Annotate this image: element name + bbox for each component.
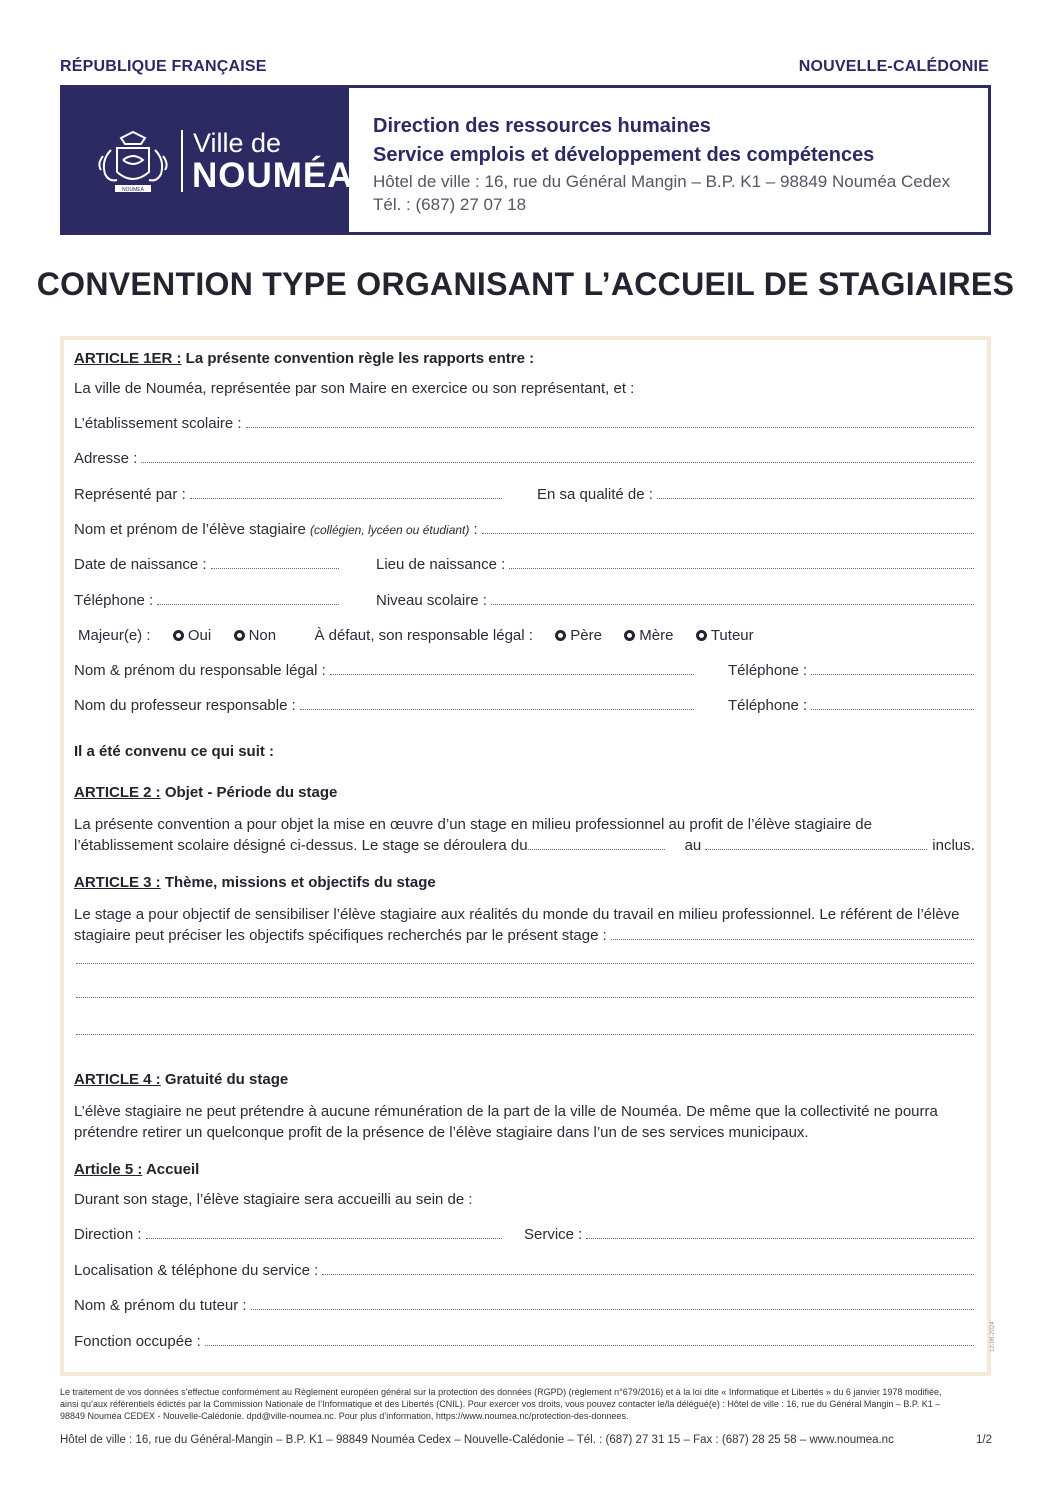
nom-eleve-note: (collégien, lycéen ou étudiant) [309,523,470,537]
oui-label: Oui [187,627,212,644]
article1-heading [74,350,977,367]
article2-text [74,814,979,856]
header-phone: Tél. : (687) 27 07 18 [373,195,527,214]
tuteur-name-label: Nom & prénom du tuteur : [74,1297,247,1314]
article3-text [74,904,979,925]
article3-title: Thème, missions et objectifs du stage [160,874,436,891]
convention-form [60,336,991,1376]
mere-radio[interactable] [624,630,635,641]
page-number: 1/2 [976,1434,992,1446]
ville-de-noumea-logo [63,88,354,232]
represente-label: Représenté par : [74,486,186,503]
article5-heading [74,1161,977,1178]
responsable-label: Nom & prénom du responsable légal : [74,662,326,679]
majeur-label: Majeur(e) : [78,627,151,644]
date-naissance-input[interactable] [211,557,339,569]
professeur-field[interactable] [74,697,694,714]
fonction-input[interactable] [205,1334,974,1346]
objectifs-field[interactable] [74,927,974,944]
article3-label: ARTICLE 3 : [74,874,161,891]
stage-start-input[interactable] [528,838,665,850]
lieu-naissance-field[interactable] [376,556,974,573]
date-naissance-field[interactable] [74,556,339,573]
article4-line1: L’élève stagiaire ne peut prétendre à aucune rémunération de la part de la ville de Nouméa. De même que la collectivité ne pourra [74,1103,938,1120]
article4-title: Gratuité du stage [160,1071,289,1088]
svg-text:NOUMEA: NOUMEA [122,187,144,193]
stage-end-input[interactable] [705,838,927,850]
article2-line2 [74,835,979,856]
localisation-label: Localisation & téléphone du service : [74,1262,319,1279]
tuteur-label: Tuteur [710,627,754,644]
defaut-label: À défaut, son responsable légal : [314,627,533,644]
telephone2-label: Téléphone : [728,662,808,679]
article2-line2-text: l’établissement scolaire désigné ci-dessus. Le stage se déroulera du [74,837,528,854]
qualite-label: En sa qualité de : [537,486,653,503]
article2-line1: La présente convention a pour objet la mise en œuvre d’un stage en milieu professionnel au profit de l’élève stagiaire de [74,816,872,833]
nom-eleve-field[interactable] [74,521,974,538]
article1-intro: La ville de Nouméa, représentée par son Maire en exercice ou son représentant, et : [74,380,635,397]
niveau-input[interactable] [491,593,974,605]
direction-field[interactable] [74,1226,502,1243]
article5-intro: Durant son stage, l’élève stagiaire sera accueilli au sein de : [74,1191,473,1208]
coat-of-arms-icon [93,130,173,200]
non-radio[interactable] [234,630,245,641]
responsable-field[interactable] [74,662,694,679]
nom-eleve-input[interactable] [482,522,974,534]
privacy-line2: ainsi qu’aux référentiels édictés par la Commission Nationale de l’Informatique et des Libertés (CNIL). Pour exercer vos droits, vous pouvez contacter le/la délégué(e) : Hôtel de ville : 16, rue du Général Mangin – B.P. K1 – [60,1399,941,1409]
side-code: 12-06-2024 [990,1321,996,1352]
document-title: CONVENTION TYPE ORGANISANT L’ACCUEIL DE STAGIAIRES [36,266,1015,302]
header-address: Hôtel de ville : 16, rue du Général Mangin – B.P. K1 – 98849 Nouméa Cedex [373,172,951,191]
service-label: Service : [524,1226,583,1243]
pere-label: Père [570,627,602,644]
adresse-input[interactable] [141,451,974,463]
service-input[interactable] [586,1227,974,1239]
lieu-naissance-input[interactable] [509,557,974,569]
article3-line1: Le stage a pour objectif de sensibiliser l’élève stagiaire aux réalités du monde du travail en milieu professionnel. Le référent de l’élève [74,906,960,923]
fonction-label: Fonction occupée : [74,1333,201,1350]
privacy-notice [60,1386,992,1422]
qualite-field[interactable] [537,486,974,503]
tuteur-field[interactable] [74,1297,974,1314]
objectifs-input[interactable] [611,928,974,940]
telephone2-input[interactable] [811,663,974,675]
convenu-heading: Il a été convenu ce qui suit : [74,743,275,760]
etablissement-input[interactable] [246,416,974,428]
header-service: Service emplois et développement des compétences [373,144,875,166]
article4-line2: prétendre retirer un quelconque profit de la présence de l’élève stagiaire dans l’un de ses services municipaux. [74,1124,809,1141]
adresse-field[interactable] [74,450,974,467]
etablissement-field[interactable] [74,415,974,432]
privacy-line1: Le traitement de vos données s’effectue conformément au Règlement européen général sur la protection des données (RGPD) (règlement n°679/2016) et à la loi dite « Informatique et Libertés » du 6 janvier 1978 modifiée, [60,1387,942,1397]
article3-line2: stagiaire peut préciser les objectifs spécifiques recherchés par le présent stage : [74,927,607,944]
etablissement-label: L’établissement scolaire : [74,415,242,432]
responsable-input[interactable] [330,663,694,675]
niveau-field[interactable] [376,592,974,609]
article2-heading [74,784,977,801]
lieu-naissance-label: Lieu de naissance : [376,556,506,573]
represente-input[interactable] [190,487,502,499]
oui-radio[interactable] [173,630,184,641]
telephone2-field[interactable] [728,662,974,679]
article1-label: ARTICLE 1ER : [74,350,182,367]
objectifs-line-1[interactable] [76,963,974,964]
telephone3-field[interactable] [728,697,974,714]
au-label: au [684,837,702,854]
mere-label: Mère [639,627,674,644]
niveau-label: Niveau scolaire : [376,592,487,609]
telephone3-input[interactable] [811,698,974,710]
telephone-label: Téléphone : [74,592,154,609]
pere-radio[interactable] [555,630,566,641]
header-text [349,88,950,232]
objectifs-line-3[interactable] [76,1034,974,1035]
privacy-line3: 98849 Nouméa CEDEX - Nouvelle-Calédonie. dpd@ville-noumea.nc. Pour plus d’information, https://www.noumea.nc/protection-des-donnees. [60,1411,629,1421]
telephone3-label: Téléphone : [728,697,808,714]
localisation-input[interactable] [322,1263,974,1275]
fonction-field[interactable] [74,1333,974,1350]
tuteur-radio[interactable] [696,630,707,641]
article2-label: ARTICLE 2 : [74,784,161,801]
telephone-input[interactable] [157,593,339,605]
adresse-label: Adresse : [74,450,138,467]
article1-title: La présente convention règle les rapports entre : [181,350,535,367]
nom-eleve-colon: : [469,521,478,538]
logo-line1: Ville de [193,128,282,158]
logo-divider [181,130,183,192]
article3-heading [74,874,977,891]
telephone-field[interactable] [74,592,339,609]
tuteur-input[interactable] [251,1298,974,1310]
republique-label: RÉPUBLIQUE FRANÇAISE [60,58,267,75]
qualite-input[interactable] [657,487,974,499]
date-naissance-label: Date de naissance : [74,556,207,573]
article4-label: ARTICLE 4 : [74,1071,161,1088]
article4-heading [74,1071,977,1088]
nom-eleve-label: Nom et prénom de l’élève stagiaire [74,521,310,538]
professeur-input[interactable] [300,698,694,710]
article5-title: Accueil [142,1161,200,1178]
article2-title: Objet - Période du stage [160,784,338,801]
objectifs-line-2[interactable] [76,997,974,998]
direction-input[interactable] [146,1227,502,1239]
professeur-label: Nom du professeur responsable : [74,697,296,714]
non-label: Non [248,627,277,644]
region-label: NOUVELLE-CALÉDONIE [798,58,989,75]
article5-label: Article 5 : [74,1161,143,1178]
represente-field[interactable] [74,486,502,503]
letterhead [60,85,991,235]
majeur-row [78,627,981,644]
localisation-field[interactable] [74,1262,974,1279]
header-direction: Direction des ressources humaines [373,115,711,137]
service-field[interactable] [524,1226,974,1243]
logo-line2: NOUMÉA [192,156,354,195]
footer-address: Hôtel de ville : 16, rue du Général-Mangin – B.P. K1 – 98849 Nouméa Cedex – Nouvelle-Calédonie – Tél. : (687) 27 31 15 – Fax : (687) 28 25 58 – www.noumea.nc [60,1434,894,1446]
article4-text [74,1101,979,1143]
direction-label: Direction : [74,1226,142,1243]
inclus-label: inclus. [932,837,975,854]
